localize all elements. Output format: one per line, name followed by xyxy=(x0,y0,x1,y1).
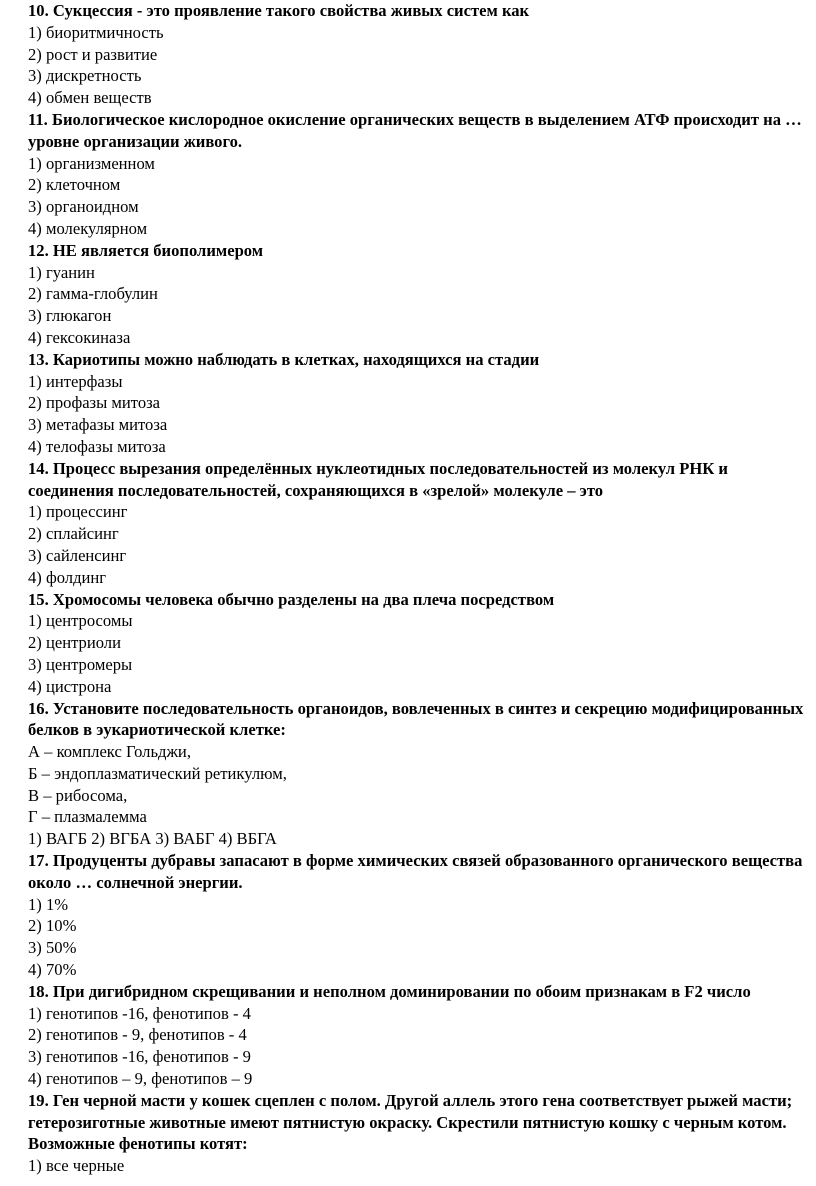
answer-option: 4) гексокиназа xyxy=(28,327,131,347)
question-block xyxy=(28,589,808,698)
answer-option: А – комплекс Гольджи, xyxy=(28,742,191,762)
answer-option: 1) центросомы xyxy=(28,611,133,631)
answer-option: 4) генотипов – 9, фенотипов – 9 xyxy=(28,1069,253,1089)
answer-option: 3) метафазы митоза xyxy=(28,415,168,435)
question-title: 14. Процесс вырезания определённых нуклеотидных последовательностей из молекул РНК и соединения последовательностей, сохраняющихся в «зрелой» молекуле – это xyxy=(28,458,728,500)
question-block xyxy=(28,349,808,458)
answer-option: 3) глюкагон xyxy=(28,306,112,326)
answer-option: 3) 50% xyxy=(28,938,77,958)
answer-option: 3) генотипов -16, фенотипов - 9 xyxy=(28,1047,251,1067)
question-block xyxy=(28,981,808,1090)
question-title: 12. НЕ является биополимером xyxy=(28,240,264,260)
answer-option: 1) 1% xyxy=(28,894,69,914)
answer-option: 3) сайленсинг xyxy=(28,545,127,565)
answer-option: 3) органоидном xyxy=(28,197,139,217)
question-block xyxy=(28,0,808,109)
answer-option: 1) организменном xyxy=(28,153,155,173)
answer-option: 4) фолдинг xyxy=(28,567,107,587)
answer-option: 2) гамма-глобулин xyxy=(28,284,158,304)
question-title: 16. Установите последовательность органоидов, вовлеченных в синтез и секрецию модифицированных белков в эукариотической клетке: xyxy=(28,698,804,740)
question-block xyxy=(28,698,808,851)
answer-option: 4) телофазы митоза xyxy=(28,436,166,456)
question-title: 11. Биологическое кислородное окисление органических веществ в выделением АТФ происходит на … уровне организации живого. xyxy=(28,109,802,151)
answer-option: 1) ВАГБ 2) ВГБА 3) ВАБГ 4) ВБГА xyxy=(28,829,277,849)
question-title: 13. Кариотипы можно наблюдать в клетках, находящихся на стадии xyxy=(28,349,540,369)
question-block xyxy=(28,240,808,349)
answer-option: 2) сплайсинг xyxy=(28,524,119,544)
question-block xyxy=(28,850,808,981)
answer-option: 2) рост и развитие xyxy=(28,44,158,64)
answer-option: 2) клеточном xyxy=(28,175,121,195)
answer-option: 2) генотипов - 9, фенотипов - 4 xyxy=(28,1025,247,1045)
question-title: 15. Хромосомы человека обычно разделены на два плеча посредством xyxy=(28,589,555,609)
question-title: 17. Продуценты дубравы запасают в форме химических связей образованного органического вещества около … солнечной энергии. xyxy=(28,851,803,892)
answer-option: 4) цистрона xyxy=(28,676,112,696)
answer-option: В – рибосома, xyxy=(28,785,128,805)
answer-option: Г – плазмалемма xyxy=(28,807,147,827)
question-block xyxy=(28,109,808,240)
answer-option: 1) биоритмичность xyxy=(28,22,164,42)
document-page xyxy=(28,0,808,1177)
question-block xyxy=(28,458,808,589)
answer-option: 3) центромеры xyxy=(28,654,133,674)
answer-option: 1) генотипов -16, фенотипов - 4 xyxy=(28,1003,251,1023)
answer-option: 1) интерфазы xyxy=(28,371,123,391)
question-title: 18. При дигибридном скрещивании и неполном доминировании по обоим признакам в F2 число xyxy=(28,981,751,1001)
question-block xyxy=(28,1090,808,1177)
answer-option: Б – эндоплазматический ретикулюм, xyxy=(28,763,287,783)
answer-option: 1) процессинг xyxy=(28,502,128,522)
answer-option: 2) 10% xyxy=(28,916,77,936)
question-title: 10. Сукцессия - это проявление такого свойства живых систем как xyxy=(28,1,530,20)
answer-option: 1) гуанин xyxy=(28,262,95,282)
answer-option: 4) молекулярном xyxy=(28,218,148,238)
answer-option: 1) все черные xyxy=(28,1156,125,1176)
answer-option: 3) дискретность xyxy=(28,66,142,86)
answer-option: 4) 70% xyxy=(28,960,77,980)
answer-option: 4) обмен веществ xyxy=(28,88,152,108)
answer-option: 2) центриоли xyxy=(28,633,121,653)
question-title: 19. Ген черной масти у кошек сцеплен с полом. Другой аллель этого гена соответствует рыжей масти; гетерозиготные животные имеют пятнистую окраску. Скрестили пятнистую кошку с черным котом. Возможные фенотипы котят: xyxy=(28,1090,793,1154)
answer-option: 2) профазы митоза xyxy=(28,393,161,413)
